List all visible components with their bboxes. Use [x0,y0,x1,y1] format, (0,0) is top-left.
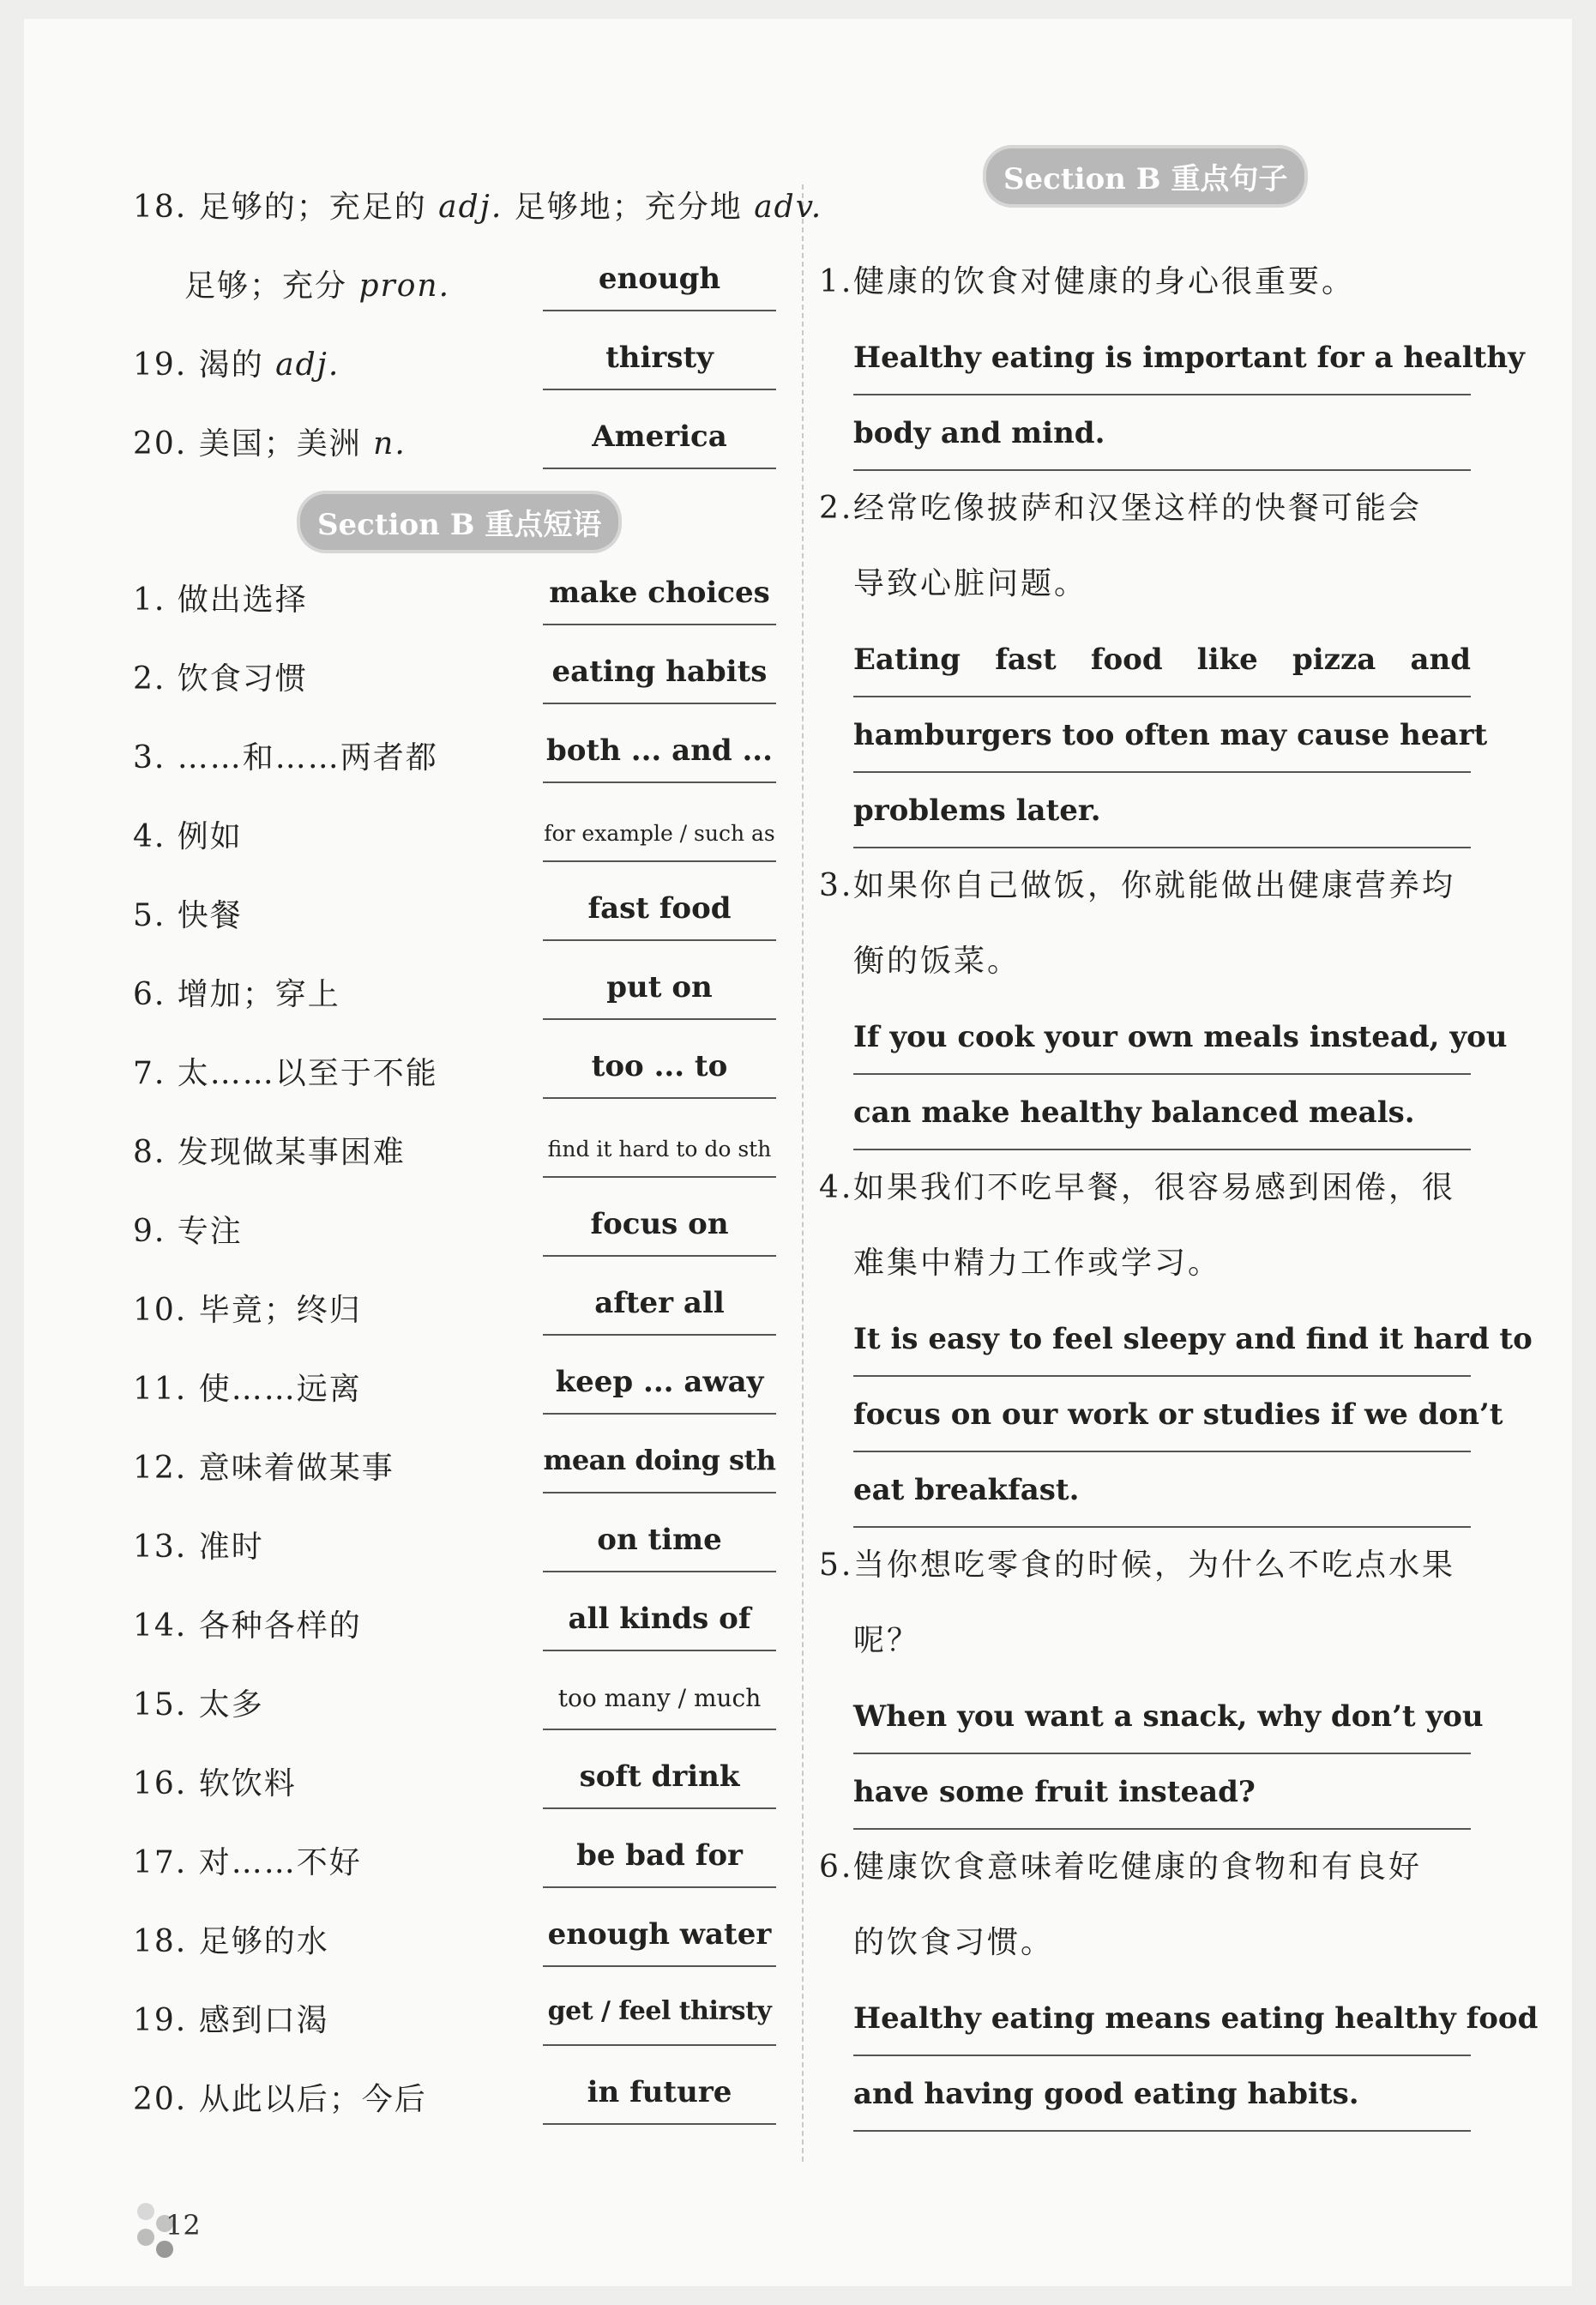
sentence-chinese [819,848,1471,999]
sentence-number: 6. [819,1849,854,1885]
phrase-row [133,955,785,1034]
phrase-answer: soft drink [543,1759,776,1809]
phrase-chinese: 3. ……和……两者都 [133,740,438,775]
sentence-chinese-line: 经常吃像披萨和汉堡这样的快餐可能会 [853,491,1423,526]
sentence-chinese-line: 导致心脏问题。 [853,566,1088,601]
phrase-chinese: 18. 足够的水 [133,1924,329,1959]
sentence-item [819,1150,1533,1528]
phrase-chinese: 4. 例如 [133,819,243,854]
phrase-row [133,876,785,955]
sentence-english-line: Healthy eating is important for a healthy [853,320,1471,395]
phrase-row [133,1586,785,1665]
phrase-answer: fast food [543,891,776,941]
sentence-english [853,1679,1484,1830]
phrase-row [133,1507,785,1586]
sentences-heading: Section B 重点句子 [986,148,1304,204]
sentence-english [853,999,1508,1150]
phrase-chinese: 15. 太多 [133,1687,264,1723]
phrase-answer: on time [543,1523,776,1572]
sentence-chinese-line: 健康饮食意味着吃健康的食物和有良好 [853,1849,1423,1885]
phrase-chinese: 16. 软饮料 [133,1766,297,1801]
phrase-chinese: 19. 感到口渴 [133,2003,329,2038]
phrase-row [133,1665,785,1744]
vocab-answer: America [543,419,776,469]
sentence-english-line: problems later. [853,773,1471,848]
phrase-answer: find it hard to do sth [543,1137,776,1178]
phrase-row [133,1744,785,1823]
phrase-chinese: 1. 做出选择 [133,582,308,618]
phrase-chinese: 20. 从此以后；今后 [133,2082,427,2117]
vocab-row [133,404,785,483]
phrase-row [133,1902,785,1981]
phrase-row [133,718,785,797]
phrase-row [133,1349,785,1428]
sentence-english-line: Eating fast food like pizza and [853,622,1471,697]
phrases-heading: Section B 重点短语 [300,494,618,550]
sentence-list [819,210,1539,2132]
hex-dot [137,2229,154,2246]
phrase-answer: eating habits [543,655,776,704]
sentence-english-line: eat breakfast. [853,1452,1471,1528]
sentence-chinese [819,1150,1471,1301]
sentence-chinese-line: 如果你自己做饭，你就能做出健康营养均 [853,868,1456,903]
vocab-chinese: 18. 足够的；充足的 adj. 足够地；充分地 adv. [133,190,823,225]
phrase-row [133,1192,785,1270]
sentence-english-line: It is easy to feel sleepy and find it hard to [853,1301,1471,1377]
hex-dot [156,2241,173,2258]
sentence-chinese-line: 衡的饭菜。 [853,944,1021,979]
phrase-answer: get / feel thirsty [543,1996,776,2046]
phrase-list [133,560,785,2139]
sentence-item [819,1528,1484,1830]
phrase-row [133,1034,785,1113]
sentence-english-line: can make healthy balanced meals. [853,1075,1471,1150]
sentence-chinese-line: 难集中精力工作或学习。 [853,1246,1222,1281]
phrase-answer: make choices [543,576,776,625]
phrase-chinese: 13. 准时 [133,1530,264,1565]
sentence-chinese [819,471,1471,622]
phrase-row [133,1823,785,1902]
vocab-answer: enough [543,262,776,311]
phrase-chinese: 10. 毕竟；终归 [133,1293,362,1328]
phrase-answer: for example / such as [543,821,776,862]
left-column [133,167,823,2139]
phrase-chinese: 2. 饮食习惯 [133,661,308,697]
phrase-row [133,2060,785,2139]
sentence-chinese-line: 如果我们不吃早餐，很容易感到困倦，很 [853,1170,1456,1205]
sentence-chinese [819,1528,1471,1679]
sentence-english [853,1981,1539,2132]
vocab-chinese: 19. 渴的 adj. [133,347,340,383]
vocab-chinese: 足够；充分 pron. [184,269,451,304]
phrase-answer: after all [543,1286,776,1336]
phrase-answer: all kinds of [543,1602,776,1651]
sentence-number: 2. [819,491,854,526]
phrase-answer: put on [543,970,776,1020]
phrase-chinese: 17. 对……不好 [133,1845,362,1880]
vocab-answer: thirsty [543,341,776,390]
sentence-chinese-line: 健康的饮食对健康的身心很重要。 [853,264,1356,299]
vocab-row [133,325,785,404]
sentence-chinese [819,244,1471,320]
sentence-english-line: body and mind. [853,395,1471,471]
phrases-heading-wrap [133,483,785,560]
phrase-row [133,639,785,718]
sentence-english [853,622,1488,848]
sentence-chinese-line: 呢？ [853,1623,921,1658]
phrase-chinese: 5. 快餐 [133,898,243,933]
phrase-row [133,1270,785,1349]
sentence-number: 3. [819,868,854,903]
sentence-english-line: Healthy eating means eating healthy food [853,1981,1471,2056]
phrase-answer: too many / much [543,1684,776,1730]
sentence-english [853,320,1525,471]
right-column [819,161,1539,2132]
page-number: 12 [166,2209,201,2242]
sentence-chinese-line: 的饮食习惯。 [853,1925,1055,1960]
sentence-item [819,848,1508,1150]
sentence-chinese-line: 当你想吃零食的时候，为什么不吃点水果 [853,1548,1456,1583]
phrase-row [133,1428,785,1507]
phrase-row [133,560,785,639]
sentence-english [853,1301,1533,1528]
sentence-english-line: and having good eating habits. [853,2056,1471,2132]
sentence-number: 4. [819,1170,854,1205]
phrase-answer: mean doing sth [543,1444,776,1493]
sentence-english-line: hamburgers too often may cause heart [853,697,1471,773]
sentence-item [819,244,1525,471]
column-divider [802,184,804,2162]
phrase-chinese: 9. 专注 [133,1214,243,1249]
sentence-english-line: If you cook your own meals instead, you [853,999,1471,1075]
phrase-answer: in future [543,2075,776,2125]
phrase-answer: keep ... away [543,1365,776,1415]
sentence-english-line: focus on our work or studies if we don’t [853,1377,1471,1452]
phrase-answer: too ... to [543,1049,776,1099]
vocab-chinese: 20. 美国；美洲 n. [133,426,407,462]
phrase-row [133,1981,785,2060]
phrase-answer: be bad for [543,1838,776,1888]
sentence-number: 5. [819,1548,854,1583]
phrase-chinese: 8. 发现做某事困难 [133,1135,406,1170]
sentence-item [819,1830,1539,2132]
sentence-english-line: have some fruit instead? [853,1754,1471,1830]
phrase-row [133,797,785,876]
sentences-heading-wrap [986,150,1304,202]
hex-dot [137,2203,154,2220]
sentence-number: 1. [819,264,854,299]
phrase-chinese: 6. 增加；穿上 [133,977,340,1012]
vocab-row [133,246,785,325]
vocab-row [133,167,823,246]
phrase-answer: both ... and ... [543,733,776,783]
phrase-answer: enough water [543,1917,776,1967]
phrase-answer: focus on [543,1207,776,1257]
sentence-item [819,471,1488,848]
sentence-english-line: When you want a snack, why don’t you [853,1679,1471,1754]
phrase-chinese: 12. 意味着做某事 [133,1451,394,1486]
sentence-chinese [819,1830,1471,1981]
phrase-chinese: 11. 使……远离 [133,1372,362,1407]
phrase-chinese: 7. 太……以至于不能 [133,1056,438,1091]
phrase-row [133,1113,785,1192]
phrase-chinese: 14. 各种各样的 [133,1608,362,1644]
